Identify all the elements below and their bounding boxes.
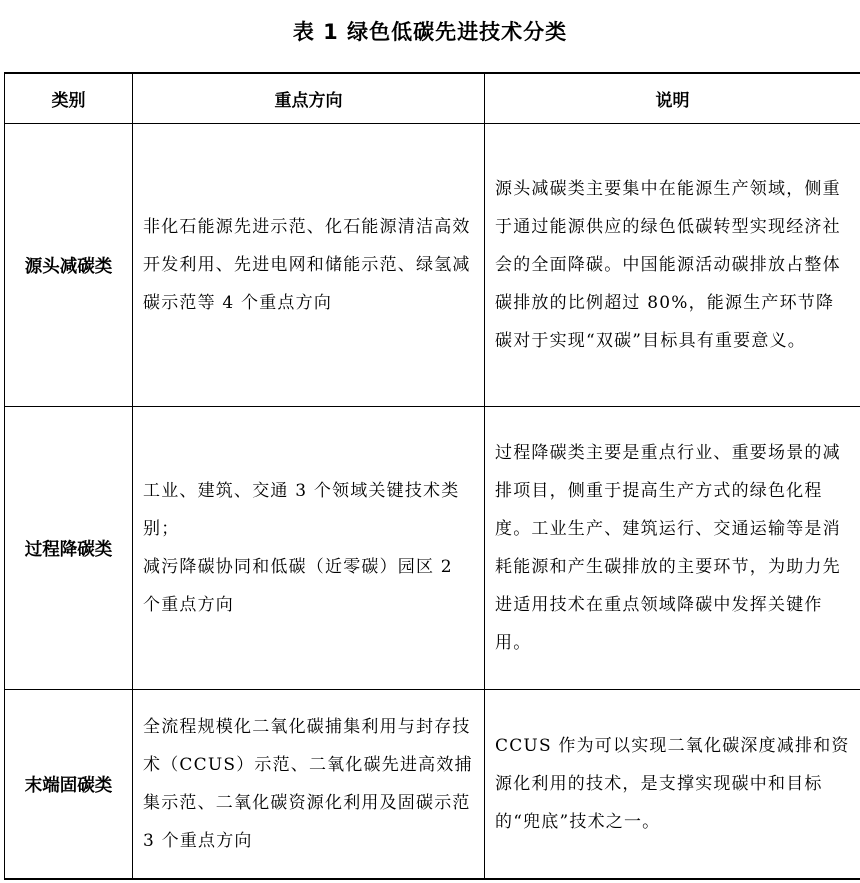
description-cell: 源头减碳类主要集中在能源生产领域，侧重于通过能源供应的绿色低碳转型实现经济社会的全面降碳。中国能源活动碳排放占整体碳排放的比例超过 80%，能源生产环节降碳对于实现“双碳”目标具有重要意义。 bbox=[485, 124, 860, 407]
direction-text: 减污降碳协同和低碳（近零碳）园区 2 个重点方向 bbox=[143, 557, 453, 615]
direction-text: 全流程规模化二氧化碳捕集利用与封存技术（CCUS）示范、二氧化碳先进高效捕集示范、二氧化碳资源化利用及固碳示范 3 个重点方向 bbox=[143, 717, 473, 851]
header-row bbox=[5, 73, 860, 124]
direction-text: 非化石能源先进示范、化石能源清洁高效开发利用、先进电网和储能示范、绿氢减碳示范等 4 个重点方向 bbox=[143, 217, 471, 313]
direction-cell bbox=[133, 407, 485, 690]
table-title: 表 1 绿色低碳先进技术分类 bbox=[292, 20, 568, 44]
table-row bbox=[5, 407, 860, 690]
description-cell: 过程降碳类主要是重点行业、重要场景的减排项目，侧重于提高生产方式的绿色化程度。工业生产、建筑运行、交通运输等是消耗能源和产生碳排放的主要环节，为助力先进适用技术在重点领域降碳中发挥关键作用。 bbox=[485, 407, 860, 690]
direction-cell bbox=[133, 690, 485, 880]
tech-classification-table bbox=[4, 72, 860, 880]
category-cell: 末端固碳类 bbox=[5, 690, 133, 880]
header-description: 说明 bbox=[485, 73, 860, 124]
direction-text: 工业、建筑、交通 3 个领域关键技术类别； bbox=[143, 481, 460, 539]
table-row bbox=[5, 124, 860, 407]
header-direction: 重点方向 bbox=[133, 73, 485, 124]
header-category: 类别 bbox=[5, 73, 133, 124]
category-cell: 过程降碳类 bbox=[5, 407, 133, 690]
description-cell: CCUS 作为可以实现二氧化碳深度减排和资源化利用的技术，是支撑实现碳中和目标的“兜底”技术之一。 bbox=[485, 690, 860, 880]
category-cell: 源头减碳类 bbox=[5, 124, 133, 407]
table-row bbox=[5, 690, 860, 880]
direction-cell bbox=[133, 124, 485, 407]
